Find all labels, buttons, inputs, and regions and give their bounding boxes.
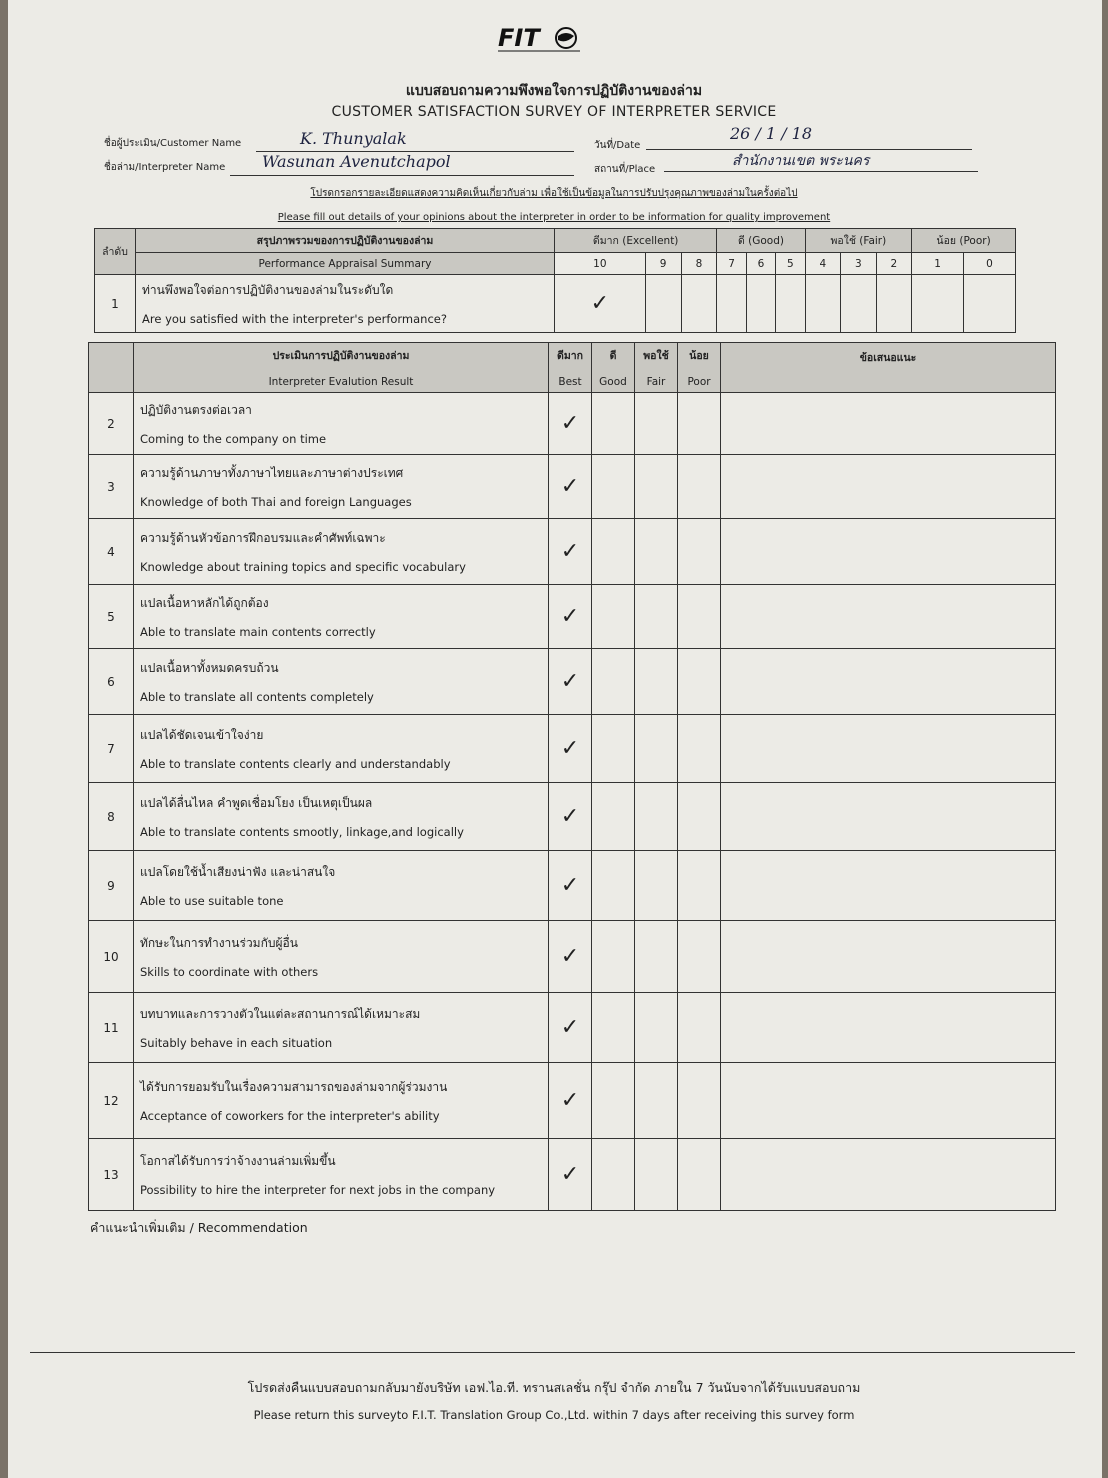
- eval-question-thai: แปลเนื้อหาหลักได้ถูกต้อง: [140, 596, 269, 610]
- rating-cell-good[interactable]: [592, 455, 635, 519]
- rating-cell-best[interactable]: ✓: [549, 455, 592, 519]
- eval-row-number: 12: [89, 1063, 134, 1139]
- summary-table: [94, 228, 1016, 333]
- rating-cell-fair[interactable]: [635, 1139, 678, 1211]
- score-10: 10: [555, 253, 646, 275]
- eval-question: [134, 649, 549, 715]
- eval-question-english: Possibility to hire the interpreter for next jobs in the company: [140, 1183, 496, 1197]
- eval-row: [89, 783, 1056, 851]
- comment-cell[interactable]: [721, 455, 1056, 519]
- evaluation-rows: [89, 393, 1056, 1211]
- place-label: สถานที่/Place: [594, 164, 656, 175]
- rating-cell-best[interactable]: ✓: [549, 1139, 592, 1211]
- eval-row-number: 11: [89, 993, 134, 1063]
- eval-question-thai: แปลได้ลื่นไหล คำพูดเชื่อมโยง เป็นเหตุเป็นผล: [140, 796, 373, 810]
- eval-question-english: Knowledge of both Thai and foreign Languages: [140, 495, 412, 509]
- eval-row: [89, 851, 1056, 921]
- interpreter-name-label: ชื่อล่าม/Interpreter Name: [104, 162, 226, 173]
- score-3: 3: [841, 253, 877, 275]
- rating-cell-poor[interactable]: [678, 519, 721, 585]
- rating-cell-best[interactable]: ✓: [549, 851, 592, 921]
- eval-row: [89, 455, 1056, 519]
- score-0: 0: [964, 253, 1016, 275]
- col-fair: พอใช้ Fair: [635, 343, 678, 393]
- eval-row-number: 7: [89, 715, 134, 783]
- rating-cell-fair[interactable]: [635, 993, 678, 1063]
- eval-title: [134, 343, 549, 393]
- score-2: 2: [876, 253, 912, 275]
- recommendation-label: คำแนะนำเพิ่มเติม / Recommendation: [90, 1220, 308, 1235]
- score-4: 4: [805, 253, 841, 275]
- eval-question: [134, 1063, 549, 1139]
- footer-thai: โปรดส่งคืนแบบสอบถามกลับมายังบริษัท เอฟ.ไอ.ที. ทรานสเลชั่น กรุ๊ป จำกัด ภายใน 7 วันนับจากได้รับแบบสอบถาม: [247, 1380, 861, 1395]
- eval-question-thai: แปลได้ชัดเจนเข้าใจง่าย: [140, 728, 264, 742]
- col-good: ดี Good: [592, 343, 635, 393]
- group-fair: พอใช้ (Fair): [805, 229, 912, 253]
- rating-cell-good[interactable]: [592, 585, 635, 649]
- eval-row-number: 4: [89, 519, 134, 585]
- rating-cell-best[interactable]: ✓: [549, 585, 592, 649]
- rating-cell-fair[interactable]: [635, 649, 678, 715]
- comment-cell[interactable]: [721, 585, 1056, 649]
- eval-question-english: Acceptance of coworkers for the interpreter's ability: [140, 1109, 440, 1123]
- summary-question-thai: ท่านพึงพอใจต่อการปฏิบัติงานของล่ามในระดับใด: [142, 283, 394, 297]
- date-label: วันที่/Date: [594, 140, 641, 151]
- summary-cell-3[interactable]: [841, 275, 877, 333]
- rating-cell-fair[interactable]: [635, 783, 678, 851]
- score-9: 9: [645, 253, 681, 275]
- summary-cell-5[interactable]: [776, 275, 805, 333]
- comment-cell[interactable]: [721, 649, 1056, 715]
- summary-check-10[interactable]: ✓: [555, 275, 646, 333]
- rating-cell-best[interactable]: ✓: [549, 1063, 592, 1139]
- rating-cell-fair[interactable]: [635, 585, 678, 649]
- rating-cell-fair[interactable]: [635, 519, 678, 585]
- eval-question-english: Able to translate main contents correctly: [140, 625, 376, 639]
- comment-cell[interactable]: [721, 1139, 1056, 1211]
- summary-cell-2[interactable]: [876, 275, 912, 333]
- eval-row-number: 3: [89, 455, 134, 519]
- eval-row: [89, 519, 1056, 585]
- eval-question-thai: แปลเนื้อหาทั้งหมดครบถ้วน: [140, 661, 279, 675]
- eval-title-english: Interpreter Evalution Result: [268, 376, 414, 388]
- eval-row-number: 9: [89, 851, 134, 921]
- comment-cell[interactable]: [721, 851, 1056, 921]
- eval-question-english: Able to translate contents smootly, linkage,and logically: [140, 825, 464, 839]
- eval-row: [89, 1139, 1056, 1211]
- rating-cell-poor[interactable]: [678, 649, 721, 715]
- instructions-thai: โปรดกรอกรายละเอียดแสดงความคิดเห็นเกี่ยวกับล่าม เพื่อใช้เป็นข้อมูลในการปรับปรุงคุณภาพของล่ามในครั้งต่อไป: [310, 188, 798, 199]
- evaluation-table: [88, 342, 1056, 1211]
- eval-row-number: 13: [89, 1139, 134, 1211]
- rating-cell-fair[interactable]: [635, 1063, 678, 1139]
- score-1: 1: [912, 253, 964, 275]
- rating-cell-good[interactable]: [592, 993, 635, 1063]
- eval-row-number: 5: [89, 585, 134, 649]
- rating-cell-good[interactable]: [592, 921, 635, 993]
- place-value[interactable]: สำนักงานเขต พระนคร: [732, 153, 870, 169]
- eval-question: [134, 993, 549, 1063]
- interpreter-name-line: [230, 174, 574, 176]
- eval-title-thai: ประเมินการปฏิบัติงานของล่าม: [272, 350, 410, 362]
- eval-question: [134, 393, 549, 455]
- rating-cell-good[interactable]: [592, 519, 635, 585]
- rating-cell-good[interactable]: [592, 649, 635, 715]
- eval-question: [134, 851, 549, 921]
- rating-cell-fair[interactable]: [635, 851, 678, 921]
- eval-question-thai: บทบาทและการวางตัวในแต่ละสถานการณ์ได้เหมาะสม: [140, 1007, 421, 1021]
- fit-logo-mark: [494, 22, 588, 56]
- comment-cell[interactable]: [721, 1063, 1056, 1139]
- eval-row-number: 8: [89, 783, 134, 851]
- eval-question-english: Able to translate contents clearly and understandably: [140, 757, 451, 771]
- rating-cell-good[interactable]: [592, 715, 635, 783]
- rating-cell-poor[interactable]: [678, 1139, 721, 1211]
- eval-question-thai: ปฏิบัติงานตรงต่อเวลา: [140, 403, 252, 417]
- eval-question-thai: โอกาสได้รับการว่าจ้างงานล่ามเพิ่มขึ้น: [140, 1154, 336, 1168]
- summary-cell-8[interactable]: [681, 275, 717, 333]
- eval-row-number: 10: [89, 921, 134, 993]
- eval-question: [134, 519, 549, 585]
- summary-cell-0[interactable]: [964, 275, 1016, 333]
- group-poor: น้อย (Poor): [912, 229, 1016, 253]
- rating-cell-poor[interactable]: [678, 851, 721, 921]
- summary-cell-1[interactable]: [912, 275, 964, 333]
- eval-row: [89, 921, 1056, 993]
- score-6: 6: [746, 253, 775, 275]
- summary-row-number: 1: [95, 275, 136, 333]
- rating-cell-good[interactable]: [592, 783, 635, 851]
- summary-cell-9[interactable]: [645, 275, 681, 333]
- eval-question: [134, 1139, 549, 1211]
- rating-cell-best[interactable]: ✓: [549, 993, 592, 1063]
- eval-question-english: Knowledge about training topics and specific vocabulary: [140, 560, 466, 574]
- eval-row: [89, 993, 1056, 1063]
- eval-question-english: Coming to the company on time: [140, 432, 327, 446]
- rating-cell-poor[interactable]: [678, 715, 721, 783]
- summary-question: [136, 275, 555, 333]
- rating-cell-good[interactable]: [592, 1139, 635, 1211]
- comment-cell[interactable]: [721, 519, 1056, 585]
- rating-cell-good[interactable]: [592, 1063, 635, 1139]
- instructions-english: Please fill out details of your opinions about the interpreter in order to be information for quality improvement: [277, 212, 831, 223]
- rating-cell-fair[interactable]: [635, 455, 678, 519]
- score-8: 8: [681, 253, 717, 275]
- eval-question: [134, 455, 549, 519]
- rating-cell-best[interactable]: ✓: [549, 393, 592, 455]
- eval-question: [134, 585, 549, 649]
- eval-question: [134, 783, 549, 851]
- rating-cell-poor[interactable]: [678, 585, 721, 649]
- eval-row: [89, 1063, 1056, 1139]
- eval-row: [89, 649, 1056, 715]
- rating-cell-fair[interactable]: [635, 921, 678, 993]
- group-good: ดี (Good): [717, 229, 805, 253]
- comment-cell[interactable]: [721, 715, 1056, 783]
- eval-question-english: Skills to coordinate with others: [140, 965, 319, 979]
- rating-cell-good[interactable]: [592, 393, 635, 455]
- summary-title-english: Performance Appraisal Summary: [136, 253, 555, 275]
- interpreter-name-value[interactable]: Wasunan Avenutchapol: [262, 152, 451, 171]
- summary-cell-4[interactable]: [805, 275, 841, 333]
- eval-no-header: [89, 343, 134, 393]
- score-5: 5: [776, 253, 805, 275]
- eval-question-english: Able to translate all contents completely: [140, 690, 374, 704]
- col-best: ดีมาก Best: [549, 343, 592, 393]
- rating-cell-best[interactable]: ✓: [549, 783, 592, 851]
- rating-cell-poor[interactable]: [678, 783, 721, 851]
- eval-question-english: Suitably behave in each situation: [140, 1036, 333, 1050]
- rating-cell-poor[interactable]: [678, 1063, 721, 1139]
- title-thai: แบบสอบถามความพึงพอใจการปฏิบัติงานของล่าม: [405, 83, 703, 99]
- eval-question-thai: ความรู้ด้านหัวข้อการฝึกอบรมและคำศัพท์เฉพาะ: [140, 531, 386, 545]
- eval-question: [134, 921, 549, 993]
- rating-cell-poor[interactable]: [678, 455, 721, 519]
- score-7: 7: [717, 253, 746, 275]
- rating-cell-best[interactable]: ✓: [549, 921, 592, 993]
- group-excellent: ดีมาก (Excellent): [555, 229, 717, 253]
- comment-cell[interactable]: [721, 393, 1056, 455]
- no-header: ลำดับ: [95, 229, 136, 275]
- comment-cell[interactable]: [721, 921, 1056, 993]
- footer-english: Please return this surveyto F.I.T. Translation Group Co.,Ltd. within 7 days after receiving this survey form: [253, 1408, 855, 1422]
- eval-row: [89, 393, 1056, 455]
- date-value[interactable]: 26 / 1 / 18: [730, 124, 813, 143]
- eval-question-thai: ทักษะในการทำงานร่วมกับผู้อื่น: [140, 936, 298, 950]
- rating-cell-best[interactable]: ✓: [549, 519, 592, 585]
- customer-name-label: ชื่อผู้ประเมิน/Customer Name: [104, 138, 242, 149]
- rating-cell-poor[interactable]: [678, 393, 721, 455]
- title-english: CUSTOMER SATISFACTION SURVEY OF INTERPRETER SERVICE: [331, 104, 777, 120]
- summary-title-thai: สรุปภาพรวมของการปฏิบัติงานของล่าม: [136, 229, 555, 253]
- recommendation-line: [30, 1352, 1075, 1353]
- eval-row: [89, 585, 1056, 649]
- rating-cell-good[interactable]: [592, 851, 635, 921]
- eval-question: [134, 715, 549, 783]
- summary-question-english: Are you satisfied with the interpreter's performance?: [142, 312, 447, 326]
- rating-cell-fair[interactable]: [635, 715, 678, 783]
- comment-cell[interactable]: [721, 993, 1056, 1063]
- customer-name-value[interactable]: K. Thunyalak: [300, 129, 407, 148]
- rating-cell-fair[interactable]: [635, 393, 678, 455]
- eval-question-english: Able to use suitable tone: [140, 894, 284, 908]
- rating-cell-poor[interactable]: [678, 921, 721, 993]
- eval-question-thai: ความรู้ด้านภาษาทั้งภาษาไทยและภาษาต่างประเทศ: [140, 466, 404, 480]
- eval-question-thai: ได้รับการยอมรับในเรื่องความสามารถของล่ามจากผู้ร่วมงาน: [140, 1080, 448, 1094]
- eval-row-number: 6: [89, 649, 134, 715]
- col-comments: ข้อเสนอแนะ: [721, 343, 1056, 393]
- eval-row: [89, 715, 1056, 783]
- eval-question-thai: แปลโดยใช้น้ำเสียงน่าฟัง และน่าสนใจ: [140, 865, 336, 879]
- summary-cell-6[interactable]: [746, 275, 775, 333]
- rating-cell-best[interactable]: ✓: [549, 715, 592, 783]
- rating-cell-best[interactable]: ✓: [549, 649, 592, 715]
- rating-cell-poor[interactable]: [678, 993, 721, 1063]
- comment-cell[interactable]: [721, 783, 1056, 851]
- eval-row-number: 2: [89, 393, 134, 455]
- col-poor: น้อย Poor: [678, 343, 721, 393]
- logo-text: FIT: [498, 24, 540, 52]
- summary-cell-7[interactable]: [717, 275, 746, 333]
- fit-logo: [494, 22, 588, 56]
